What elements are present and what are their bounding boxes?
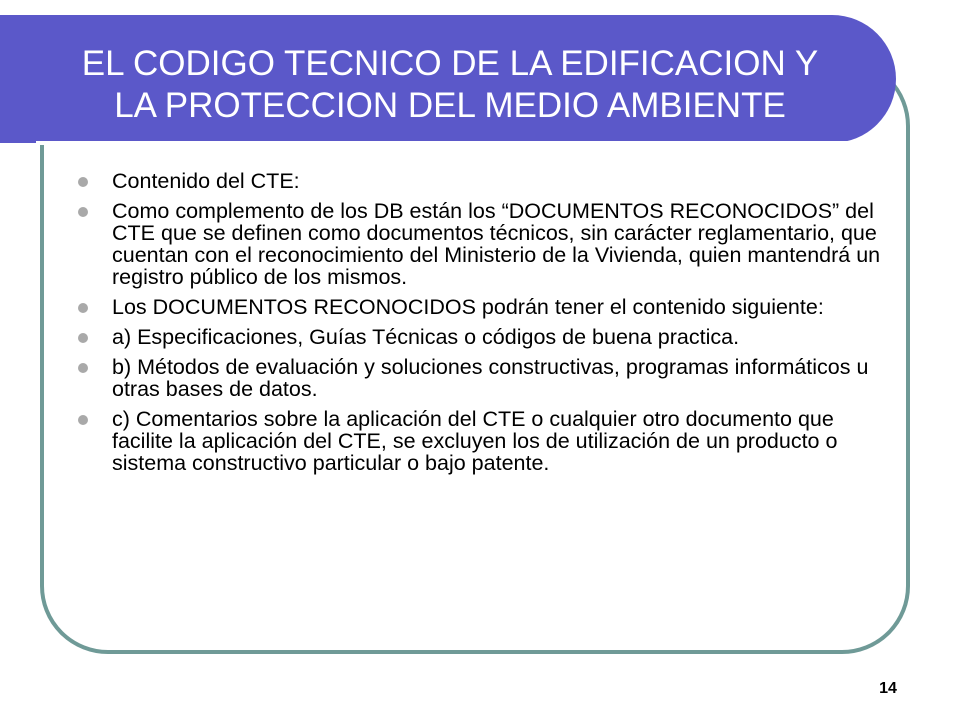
page-number: 14 bbox=[879, 680, 897, 697]
bullet-item bbox=[72, 356, 882, 400]
bullet-dot-icon bbox=[78, 177, 88, 187]
bullet-item bbox=[72, 296, 882, 318]
bullet-text: Como complemento de los DB están los “DOCUMENTOS RECONOCIDOS” del CTE que se definen como documentos técnicos, sin carácter reglamentario, que cuentan con el reconocimiento del Ministerio de la Vivienda, quien mantendrá un registro público de los mismos. bbox=[112, 199, 881, 289]
bullet-dot-icon bbox=[78, 363, 88, 373]
title-underline bbox=[36, 141, 848, 145]
slide-title-line-1: EL CODIGO TECNICO DE LA EDIFICACION Y bbox=[81, 44, 819, 83]
bullet-text: Los DOCUMENTOS RECONOCIDOS podrán tener el contenido siguiente: bbox=[112, 295, 824, 319]
bullet-text: b) Métodos de evaluación y soluciones constructivas, programas informáticos u otras bases de datos. bbox=[112, 355, 869, 401]
slide-title-line-2: LA PROTECCION DEL MEDIO AMBIENTE bbox=[114, 86, 786, 125]
bullet-item bbox=[72, 200, 882, 288]
bullet-dot-icon bbox=[78, 207, 88, 217]
bullet-item bbox=[72, 170, 882, 192]
bullet-item bbox=[72, 326, 882, 348]
bullet-dot-icon bbox=[78, 333, 88, 343]
bullet-list bbox=[72, 170, 882, 482]
bullet-text: Contenido del CTE: bbox=[112, 169, 300, 193]
bullet-dot-icon bbox=[78, 303, 88, 313]
bullet-dot-icon bbox=[78, 415, 88, 425]
bullet-item bbox=[72, 408, 882, 474]
slide-title bbox=[20, 43, 880, 127]
bullet-text: c) Comentarios sobre la aplicación del CTE o cualquier otro documento que facilite la aplicación del CTE, se excluyen los de utilización de un producto o sistema constructivo particular o bajo patente. bbox=[112, 407, 838, 475]
bullet-text: a) Especificaciones, Guías Técnicas o códigos de buena practica. bbox=[112, 325, 740, 349]
title-bar bbox=[0, 15, 896, 143]
